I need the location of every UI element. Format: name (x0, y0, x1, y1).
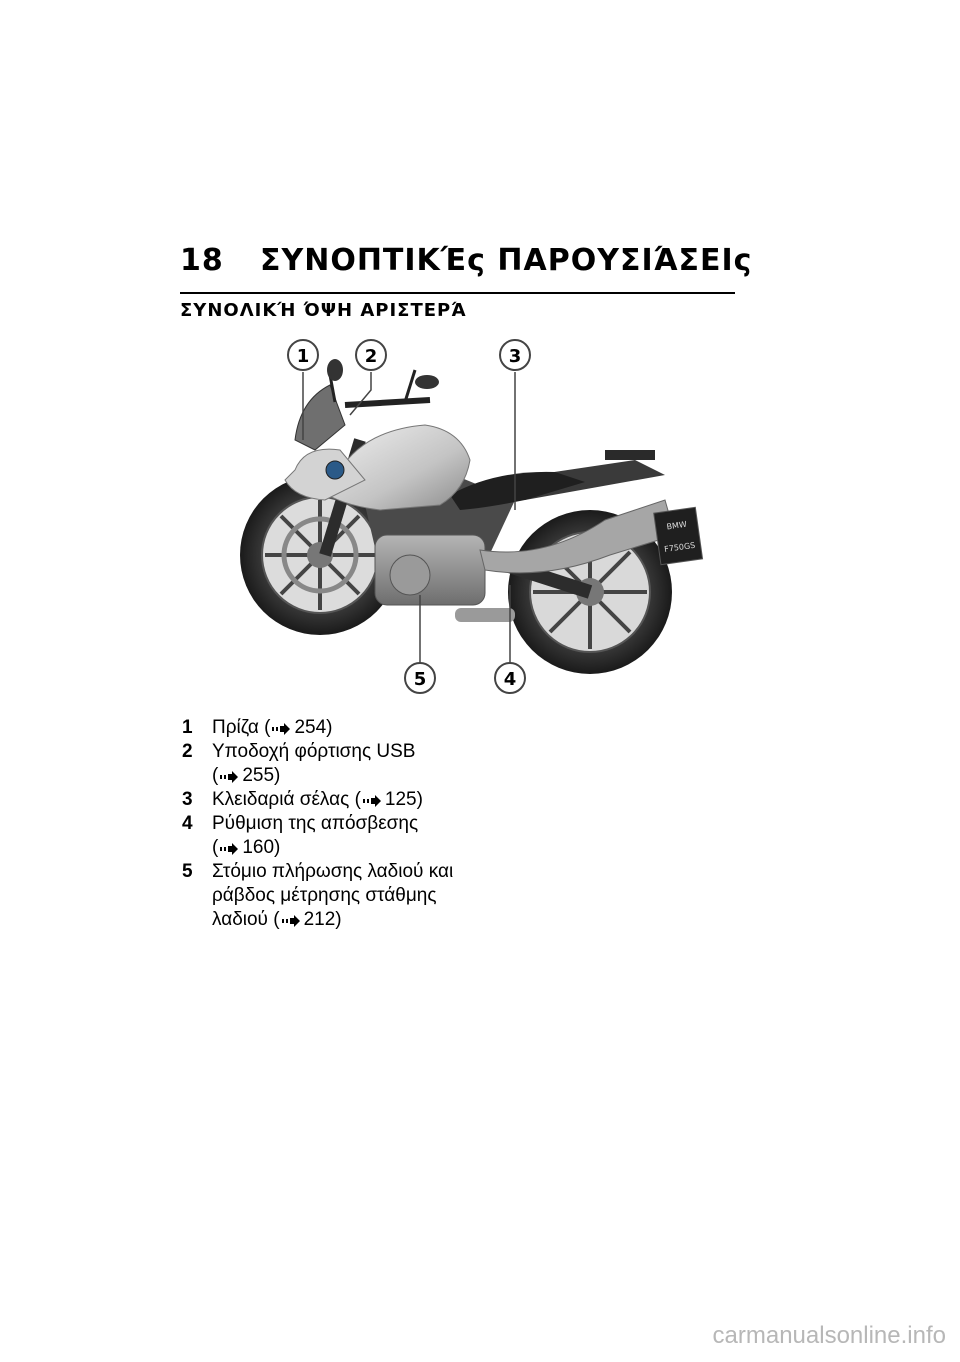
license-plate (654, 507, 703, 564)
list-item (182, 716, 482, 740)
list-item (182, 788, 482, 812)
callout-5 (405, 663, 435, 693)
callout-3 (500, 340, 530, 370)
arrow-right-icon (363, 795, 381, 807)
page-reference[interactable]: ( 254) (264, 717, 333, 738)
page-reference[interactable]: ( 125) (354, 789, 423, 810)
list-item (182, 740, 482, 788)
page-reference[interactable]: ( 160) (212, 837, 281, 858)
plate-brand: BMW (665, 519, 688, 532)
item-number: 1 (182, 717, 193, 738)
callout-2 (356, 340, 386, 370)
plate-text: F750GS (663, 540, 696, 555)
list-item (182, 812, 482, 860)
page-reference[interactable]: ( 212) (273, 909, 342, 930)
motorcycle-illustration (225, 330, 725, 700)
item-text: Στόμιο πλήρωσης λαδιού και (212, 861, 454, 882)
chapter-title: ΣΥΝΟΠΤΙΚΈς ΠΑΡΟΥΣΙΆΣΕΙς (260, 243, 753, 278)
page-header (180, 243, 752, 278)
watermark: carmanualsonline.info (712, 1322, 946, 1349)
item-text: Κλειδαριά σέλας (212, 789, 350, 810)
item-number: 3 (182, 789, 193, 810)
page-number: 18 (180, 243, 224, 278)
page-reference[interactable]: ( 255) (212, 765, 281, 786)
item-number: 4 (182, 813, 193, 834)
item-number: 5 (182, 861, 193, 882)
item-text-line2: ράβδος μέτρησης στάθμης (212, 885, 437, 906)
arrow-right-icon (220, 771, 238, 783)
item-text: Ρύθμιση της απόσβεσης (212, 813, 419, 834)
callout-1 (288, 340, 318, 370)
legend-list (182, 716, 482, 932)
item-text: Πρίζα (212, 717, 259, 738)
arrow-right-icon (282, 915, 300, 927)
item-number: 2 (182, 741, 193, 762)
svg-text:2: 2 (364, 346, 378, 367)
section-title: ΣΥΝΟΛΙΚΉ ΌΨΗ ΑΡΙΣΤΕΡΆ (180, 300, 467, 321)
item-text: Υποδοχή φόρτισης USB (212, 741, 416, 762)
item-text-line3: λαδιού (212, 909, 268, 930)
callout-4 (495, 663, 525, 693)
svg-text:1: 1 (296, 346, 310, 367)
list-item (182, 860, 482, 932)
svg-text:3: 3 (508, 346, 522, 367)
svg-text:4: 4 (503, 669, 517, 690)
header-rule (180, 292, 735, 294)
svg-text:5: 5 (413, 669, 427, 690)
arrow-right-icon (272, 723, 290, 735)
arrow-right-icon (220, 843, 238, 855)
motorcycle-figure (225, 330, 725, 700)
